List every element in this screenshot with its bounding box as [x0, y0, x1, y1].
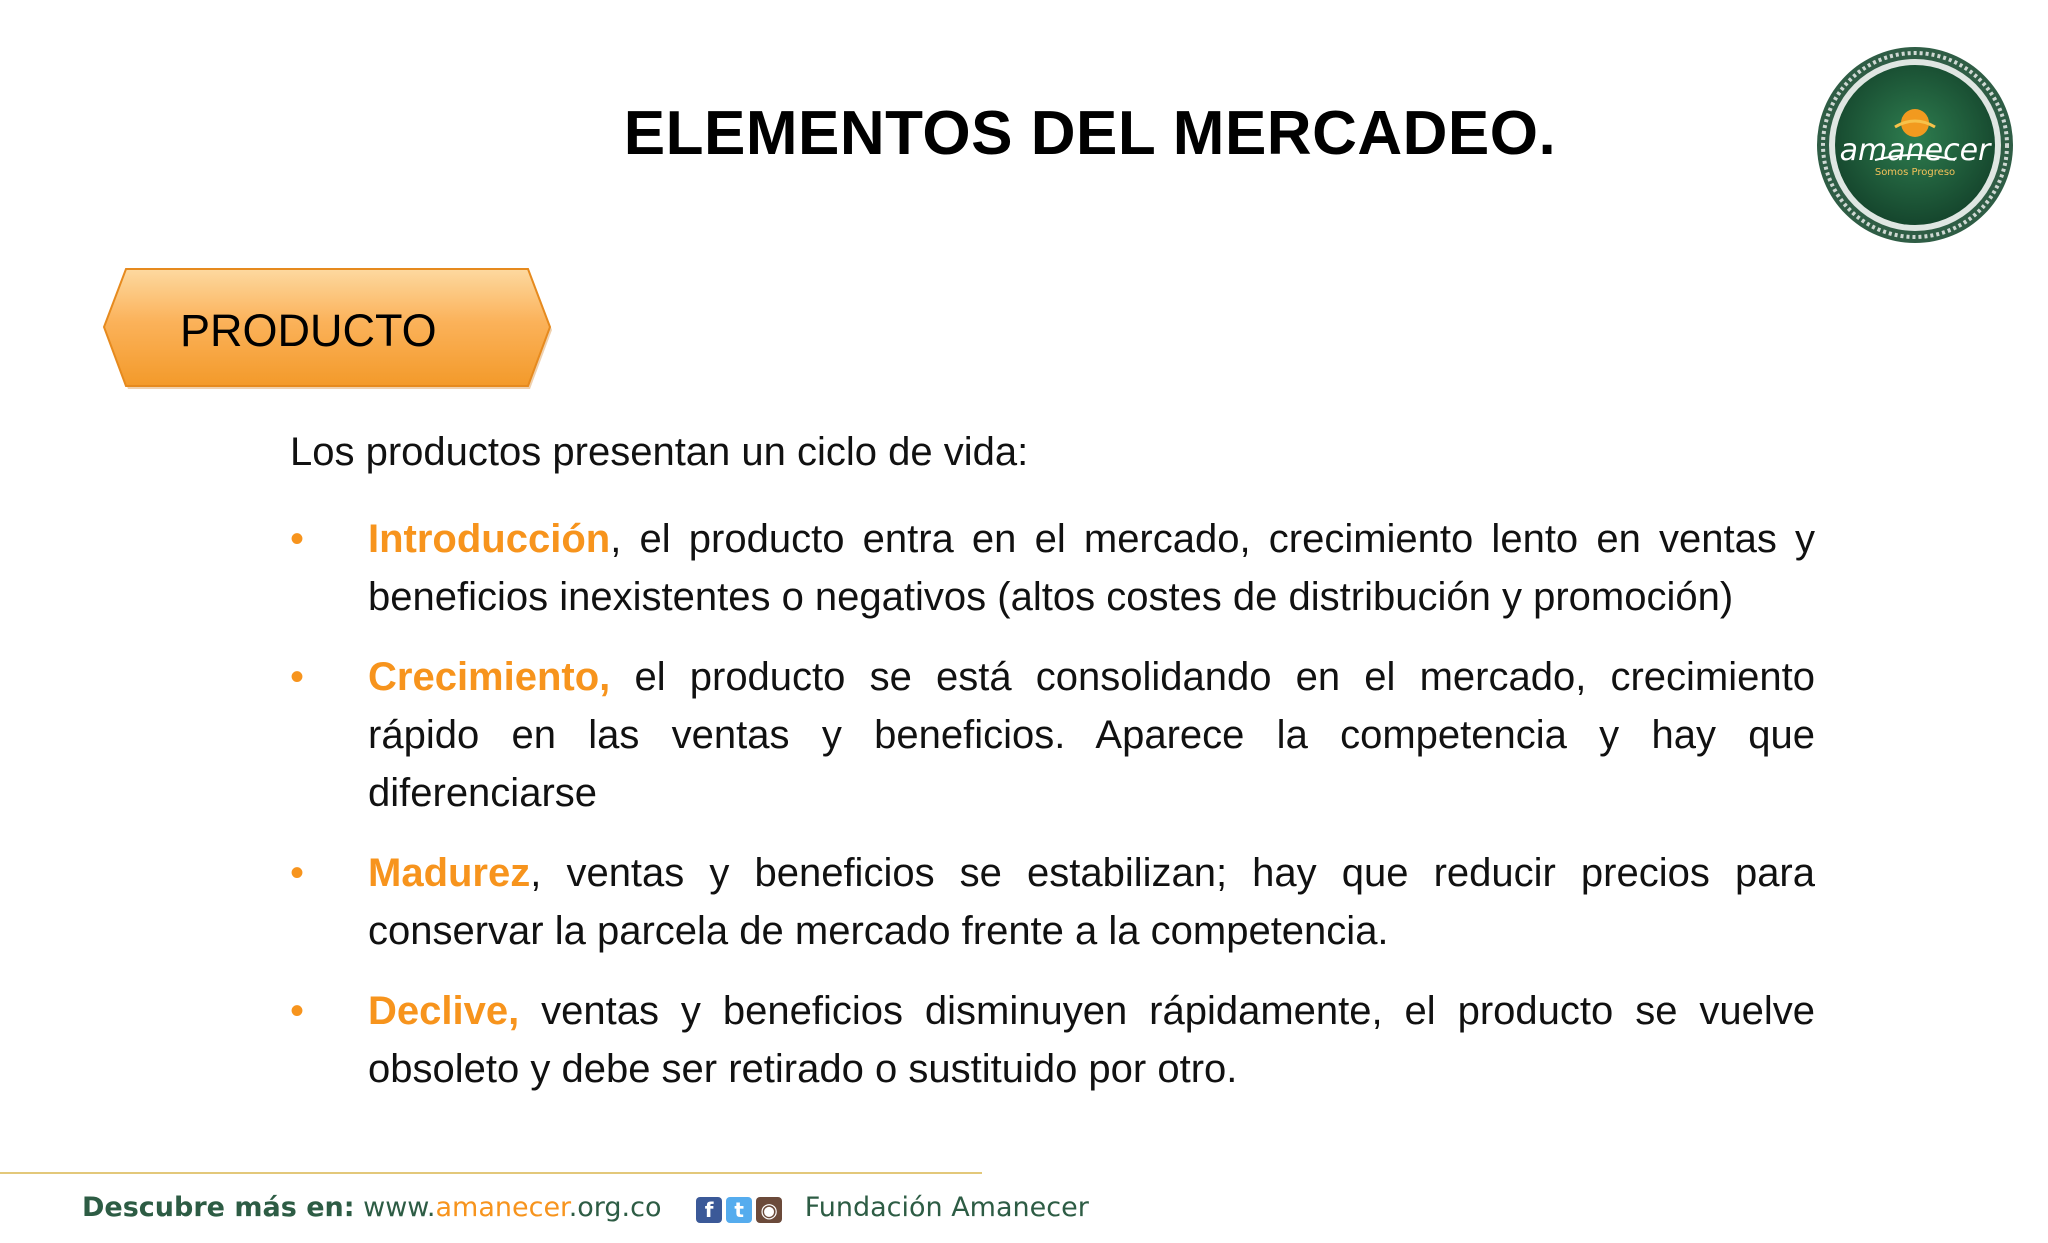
bullet-introduccion — [290, 510, 1815, 626]
bullet-term: Madurez — [368, 851, 531, 895]
bullet-dot-icon: • — [290, 851, 305, 895]
instagram-icon[interactable]: ◉ — [756, 1197, 782, 1223]
bullet-dot-icon: • — [290, 517, 305, 561]
bullet-declive — [290, 982, 1815, 1098]
footer-url-link[interactable] — [363, 1192, 661, 1223]
facebook-icon[interactable]: f — [696, 1197, 722, 1223]
footer-foundation: Fundación Amanecer — [804, 1192, 1089, 1223]
logo-tagline: Somos Progreso — [1874, 167, 1956, 178]
bullet-text: , el producto entra en el mercado, crecimiento lento en ventas y beneficios inexistentes o negativos (altos costes de distribución y promoción) — [368, 517, 1815, 619]
footer-url-end: .org.co — [568, 1192, 662, 1223]
footer — [82, 1192, 1089, 1232]
logo-word: amanecer — [1839, 133, 1991, 168]
bullet-term: Declive, — [368, 989, 520, 1033]
section-label: PRODUCTO — [180, 305, 437, 356]
twitter-icon[interactable]: t — [726, 1197, 752, 1223]
bullet-text: el producto se está consolidando en el mercado, crecimiento rápido en las ventas y beneficios. Aparece la competencia y hay que diferenciarse — [368, 655, 1815, 815]
slide-title: ELEMENTOS DEL MERCADEO. — [623, 99, 1557, 168]
bullet-dot-icon: • — [290, 655, 305, 699]
amanecer-logo — [1815, 45, 2015, 245]
footer-url-start: www. — [363, 1192, 436, 1223]
footer-prefix: Descubre más en: — [82, 1192, 355, 1223]
footer-url-brand: amanecer — [435, 1192, 569, 1223]
bullet-term: Crecimiento, — [368, 655, 611, 699]
bullet-madurez — [290, 844, 1815, 960]
bullet-term: Introducción — [368, 517, 611, 561]
footer-divider — [0, 1172, 982, 1174]
bullet-text: , ventas y beneficios se estabilizan; hay que reducir precios para conservar la parcela de mercado frente a la competencia. — [368, 851, 1815, 953]
bullet-text: ventas y beneficios disminuyen rápidamente, el producto se vuelve obsoleto y debe ser retirado o sustituido por otro. — [368, 989, 1815, 1091]
bullet-crecimiento — [290, 648, 1815, 822]
bullet-list — [290, 510, 1815, 1120]
intro-text: Los productos presentan un ciclo de vida: — [290, 430, 1029, 474]
bullet-dot-icon: • — [290, 989, 305, 1033]
social-icons — [696, 1193, 786, 1224]
